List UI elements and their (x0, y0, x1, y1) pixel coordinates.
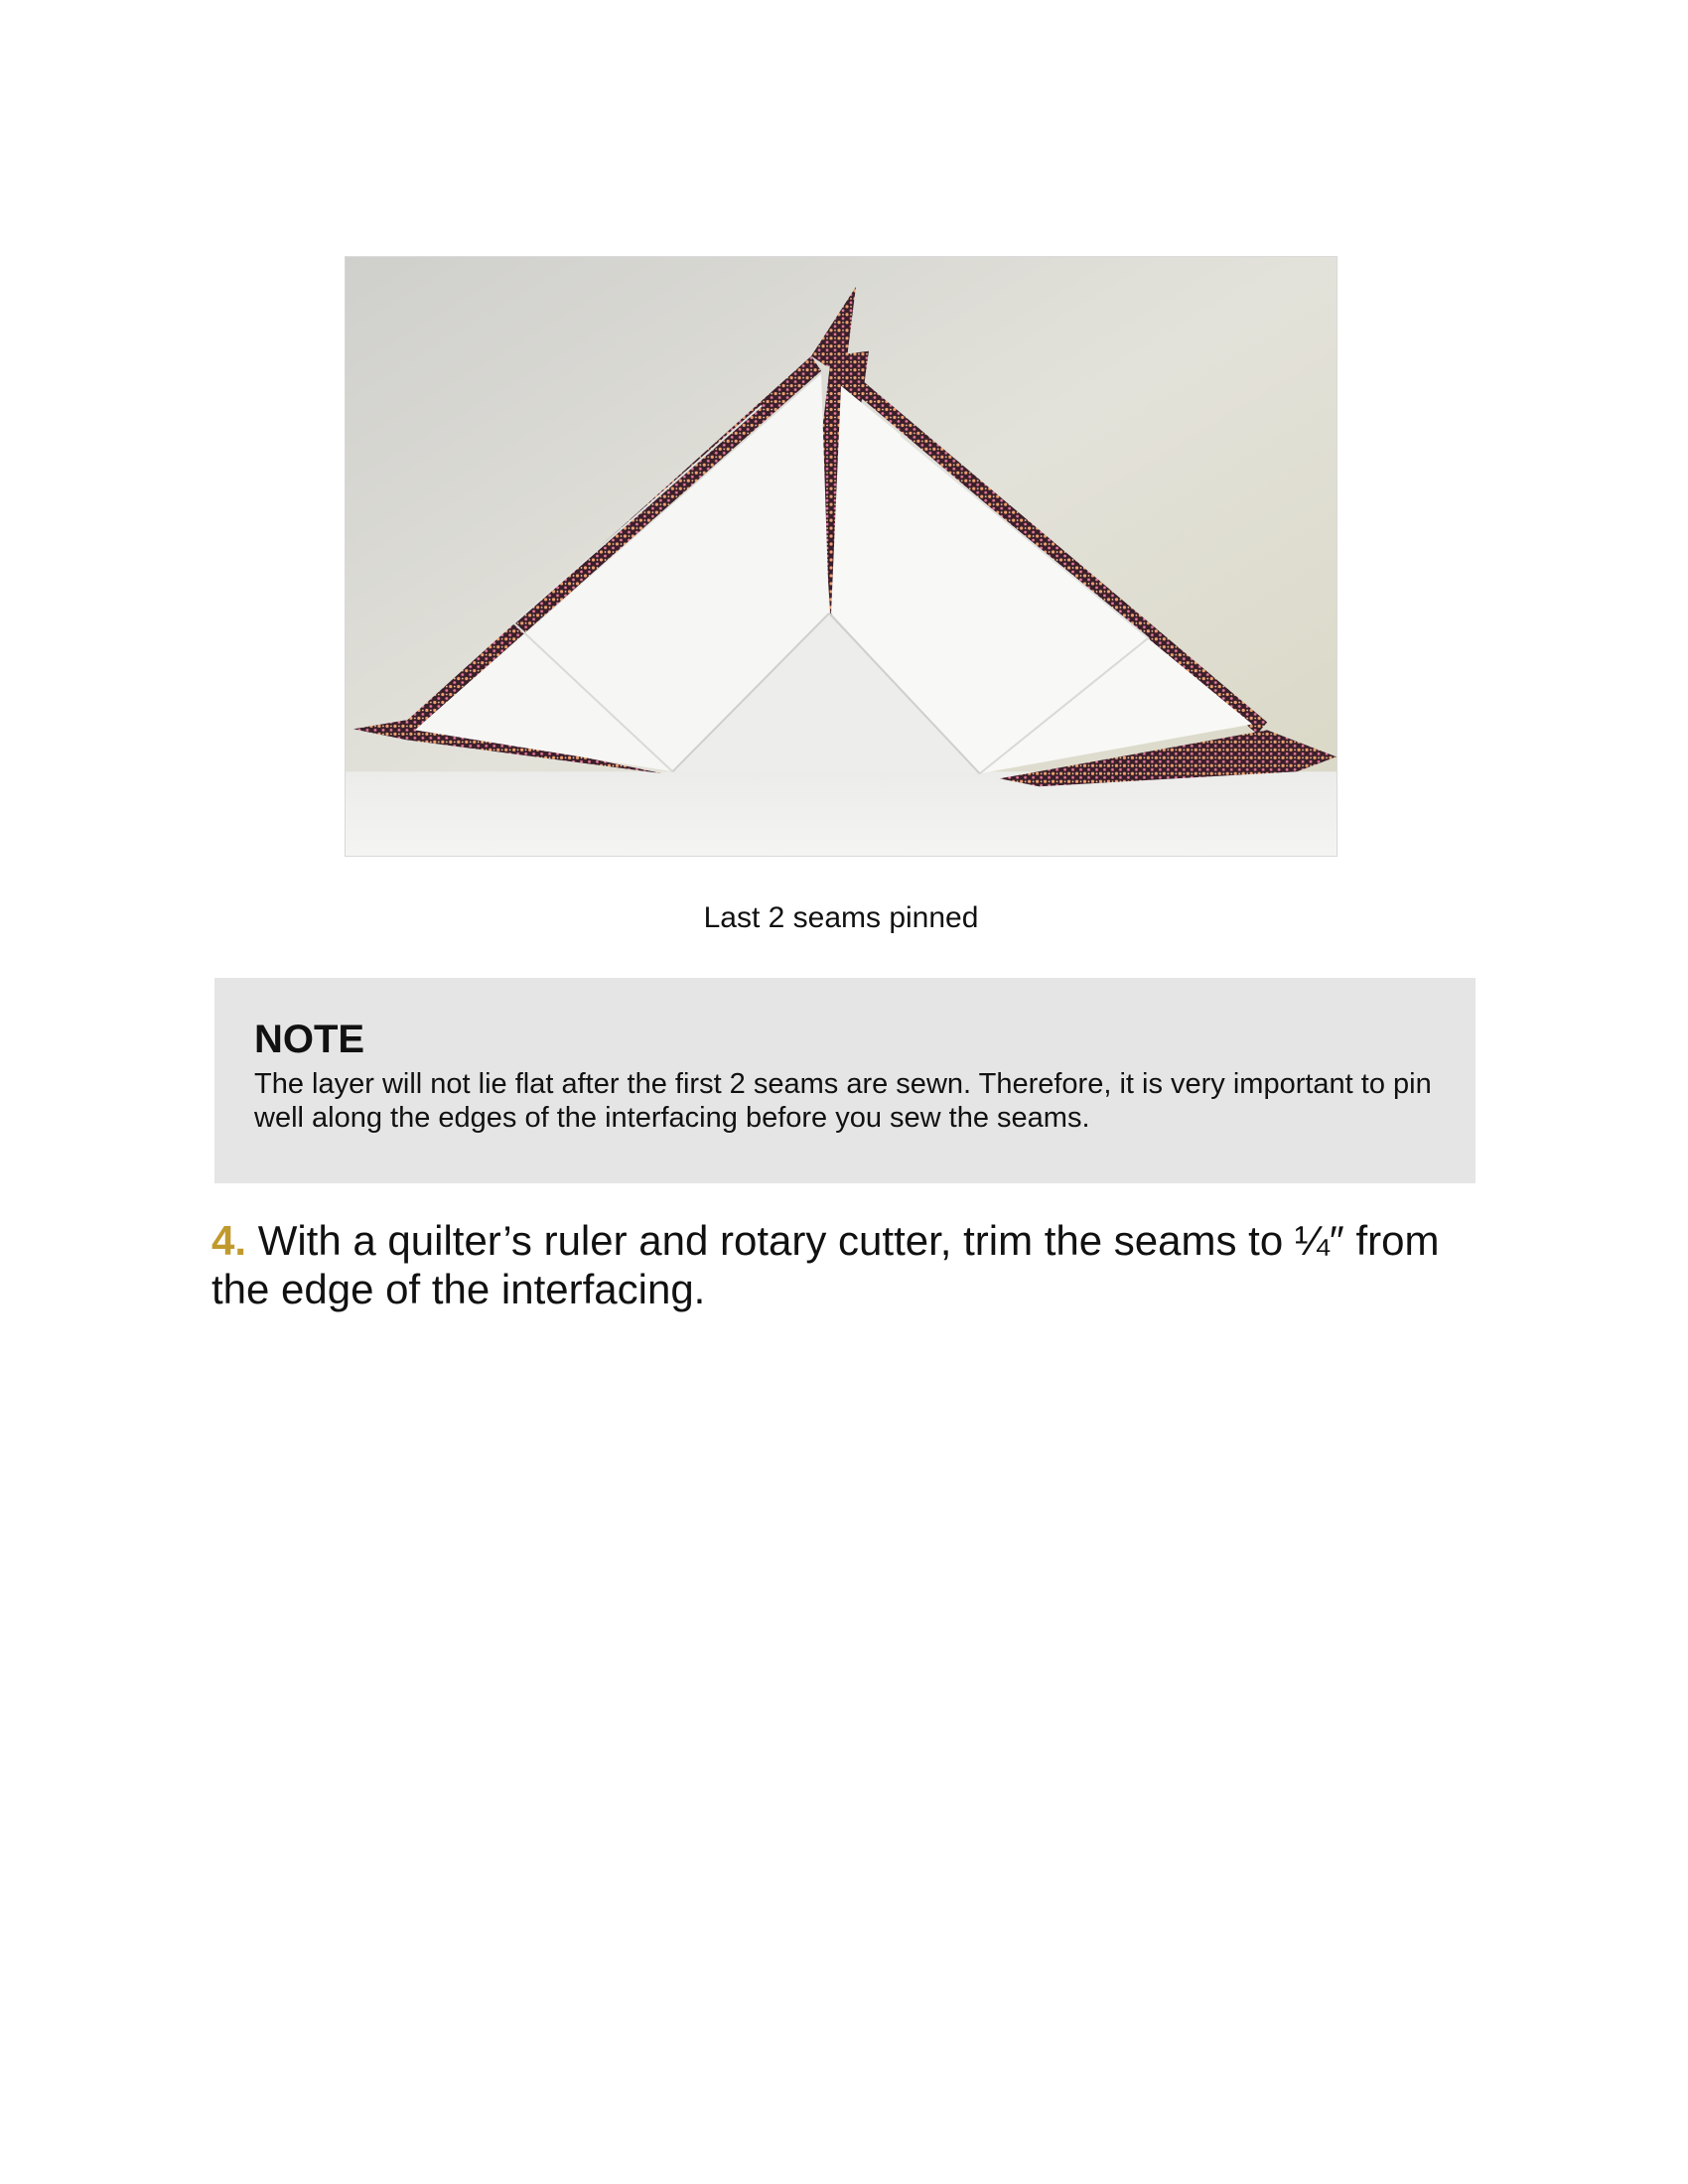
note-body: The layer will not lie flat after the first 2 seams are sewn. Therefore, it is very important to pin well along the edges of the interfacing before you sew the seams. (254, 1068, 1432, 1134)
instruction-photo (345, 256, 1337, 857)
step-text: With a quilter’s ruler and rotary cutter, trim the seams to ¼″ from the edge of the interfacing. (211, 1217, 1440, 1312)
note-title: NOTE (254, 1018, 365, 1061)
figure-caption: Last 2 seams pinned (703, 901, 979, 934)
step-instruction (211, 1216, 1492, 1313)
step-number: 4. (211, 1217, 247, 1264)
folded-fabric-basket-photo (346, 257, 1336, 856)
note-box (214, 978, 1476, 1183)
